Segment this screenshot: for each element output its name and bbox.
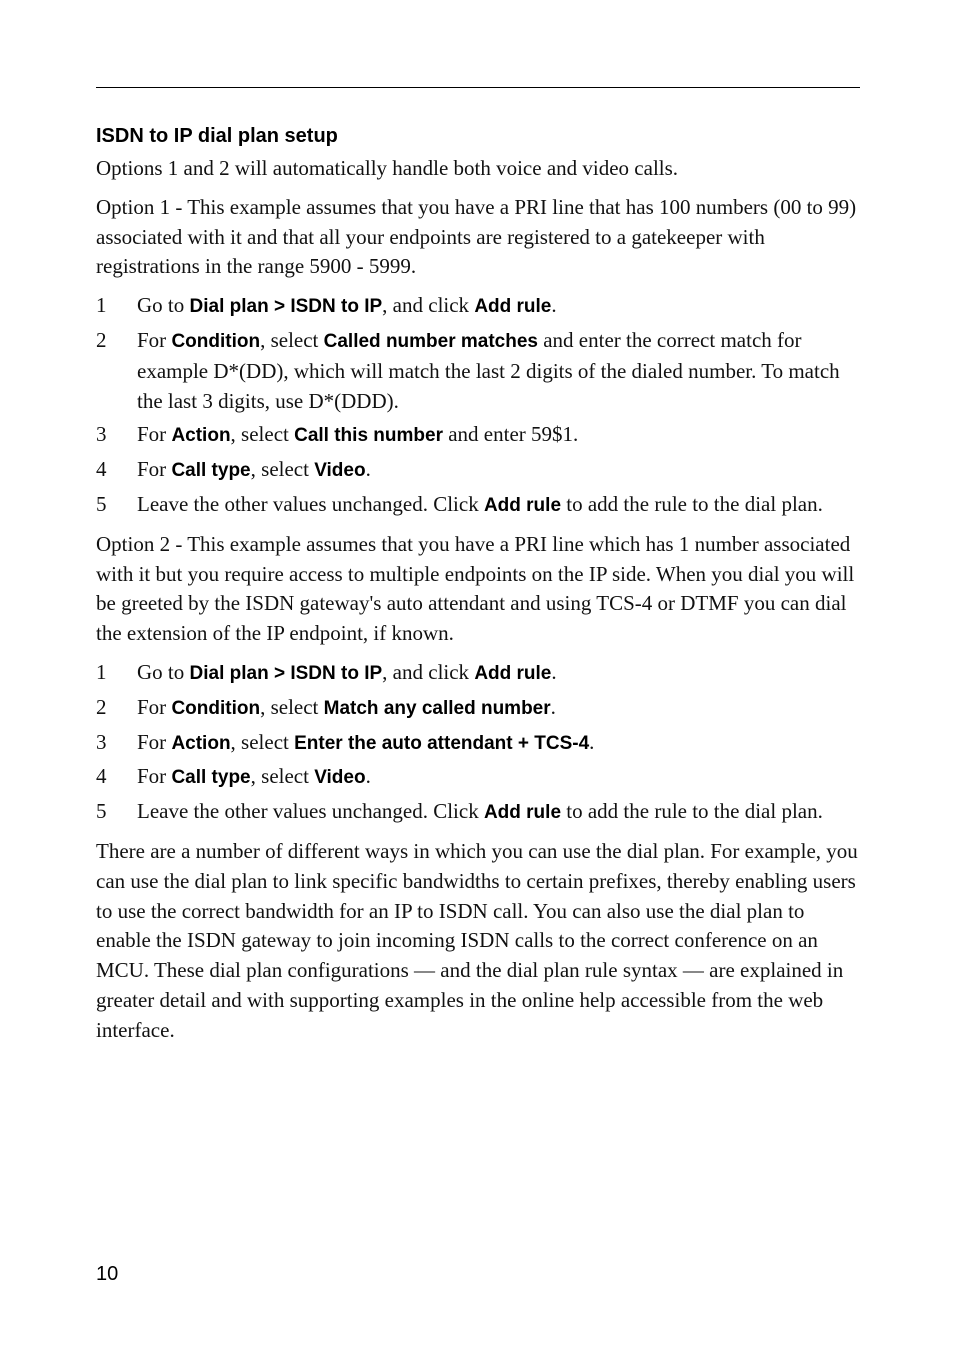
ui-term: Video [314,460,366,482]
ui-term: Call type [171,767,251,789]
step-number: 3 [96,729,107,754]
ui-term: Condition [171,330,261,352]
ui-term: Add rule [474,296,552,318]
step-number: 5 [96,491,107,516]
ui-term: Add rule [474,662,552,684]
page-content [96,122,860,1055]
step-number: 2 [96,694,107,719]
ui-term: Action [171,425,231,447]
ui-term: Add rule [483,802,562,824]
option2-paragraph: Option 2 - This example assumes that you have a PRI line which has 1 number associated with it but you require access to multiple endpoints on the IP side. When you dial you will be greeted by the ISDN gateway's auto attendant and using TCS-4 or DTMF you can dial the extension of the IP endpoint, if known. [96,531,855,646]
step-number: 4 [96,764,107,789]
header-rule [96,87,860,88]
step-number: 4 [96,457,107,482]
ui-term: Condition [171,697,261,719]
page-number: 10 [96,1263,119,1285]
step-number: 5 [96,799,107,824]
ui-term: Call this number [294,425,443,447]
step-number: 1 [96,659,107,684]
option1-step: 2 For Condition, select Called number matches and enter the correct match for example D*(DD), which will match the last 2 digits of the dialed number. To match the last 3 digits, use D*(DDD). [96,327,840,413]
step-number: 2 [96,327,107,352]
ui-term: Dial plan > ISDN to IP [189,662,383,684]
ui-term: Action [171,732,231,754]
intro-paragraph: Options 1 and 2 will automatically handle both voice and video calls. [96,156,679,180]
option2-step: 1 Go to Dial plan > ISDN to IP, and click Add rule. [96,658,860,689]
option2-step: 3 For Action, select Enter the auto attendant + TCS-4. [96,728,860,759]
option2-step: 4 For Call type, select Video. [96,762,860,793]
ui-term: Add rule [483,494,562,516]
option1-step: 4 For Call type, select Video. [96,455,860,486]
ui-term: Call type [171,460,251,482]
closing-paragraph: There are a number of different ways in which you can use the dial plan. For example, you can use the dial plan to link specific bandwidths to certain prefixes, thereby enabling users to use the correct bandwidth for an IP to ISDN call. You can also use the dial plan to enable the ISDN gateway to join incoming ISDN calls to the correct conference on an MCU. These dial plan configurations — and the dial plan rule syntax — are explained in greater detail and with supporting examples in the online help accessible from the web interface. [96,838,858,1042]
ui-term: Enter the auto attendant + TCS-4 [294,732,590,754]
option2-step: 2 For Condition, select Match any called number. [96,693,860,724]
option2-step: 5 Leave the other values unchanged. Click Add rule to add the rule to the dial plan. [96,797,860,828]
ui-term: Video [314,767,366,789]
ui-term: Dial plan > ISDN to IP [189,296,383,318]
option1-steps [96,291,860,521]
section-heading: ISDN to IP dial plan setup [96,125,338,147]
option1-step: 5 Leave the other values unchanged. Click Add rule to add the rule to the dial plan. [96,490,860,521]
step-number: 3 [96,422,107,447]
step-number: 1 [96,293,107,318]
ui-term: Match any called number [323,697,551,719]
ui-term: Called number matches [323,330,538,352]
option1-step: 1 Go to Dial plan > ISDN to IP, and click Add rule. [96,291,860,322]
option1-step: 3 For Action, select Call this number and enter 59$1. [96,420,860,451]
option2-steps [96,658,860,828]
option1-paragraph: Option 1 - This example assumes that you have a PRI line that has 100 numbers (00 to 99) associated with it and that all your endpoints are registered to a gatekeeper with registrations in the range 5900 - 5999. [96,194,857,279]
